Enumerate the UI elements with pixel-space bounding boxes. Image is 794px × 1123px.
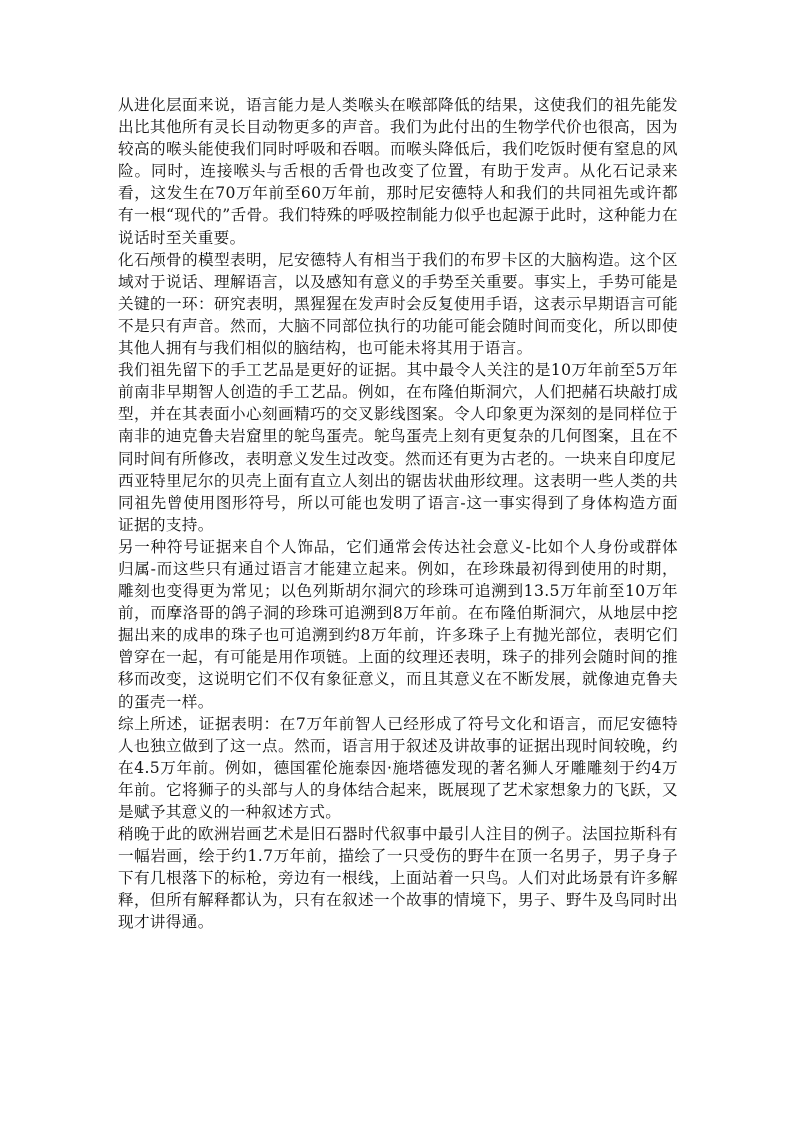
paragraph-cave-art: 稍晚于此的欧洲岩画艺术是旧石器时代叙事中最引人注目的例子。法国拉斯科有一幅岩画，绘于约1.7万年前，描绘了一只受伤的野牛在顶一名男子，男子身子下有几根落下的标枪，旁边有一根线，上面站着一只鸟。人们对此场景有许多解释，但所有解释都认为，只有在叙述一个故事的情境下，男子、野牛及鸟同时出现才讲得通。 bbox=[118, 825, 678, 932]
document-body bbox=[118, 94, 678, 934]
paragraph-trinil-shell: 西亚特里尼尔的贝壳上面有直立人刻出的锯齿状曲形纹理。这表明一些人类的共同祖先曾使用图形符号，所以可能也发明了语言-这一事实得到了身体构造方面证据的支持。 bbox=[118, 471, 678, 534]
paragraph-evolution-larynx: 从进化层面来说，语言能力是人类喉头在喉部降低的结果，这使我们的祖先能发出比其他所有灵长目动物更多的声音。我们为此付出的生物学代价也很高，因为较高的喉头能使我们同时呼吸和吞咽。而喉头降低后，我们吃饭时便有窒息的风险。同时，连接喉头与舌根的舌骨也改变了位置，有助于发声。从化石记录来看，这发生在70万年前至60万年前，那时尼安德特人和我们的共同祖先或许都有一根“现代的”舌骨。我们特殊的呼吸控制能力似乎也起源于此时，这种能力在说话时至关重要。 bbox=[118, 96, 678, 247]
paragraph-broca-area: 化石颅骨的模型表明，尼安德特人有相当于我们的布罗卡区的大脑构造。这个区域对于说话、理解语言，以及感知有意义的手势至关重要。事实上，手势可能是关键的一环：研究表明，黑猩猩在发声时会反复使用手语，这表示早期语言可能不是只有声音。然而，大脑不同部位执行的功能可能会随时间而变化，所以即使其他人拥有与我们相似的脑结构，也可能未将其用于语言。 bbox=[118, 250, 678, 358]
paragraph-personal-ornaments: 另一种符号证据来自个人饰品，它们通常会传达社会意义-比如个人身份或群体归属-而这些只有通过语言才能建立起来。例如，在珍珠最初得到使用的时期，雕刻也变得更为常见；以色列斯胡尔洞穴的珍珠可追溯到13.5万年前至10万年前，而摩洛哥的鸽子洞的珍珠可追溯到8万年前。在布隆伯斯洞穴，从地层中挖掘出来的成串的珠子也可追溯到约8万年前，许多珠子上有抛光部位，表明它们曾穿在一起，有可能是用作项链。上面的纹理还表明，珠子的排列会随时间的推移而改变，这说明它们不仅有象征意义，而且其意义在不断发展，就像迪克鲁夫的蛋壳一样。 bbox=[118, 537, 678, 711]
paragraph-artifacts: 我们祖先留下的手工艺品是更好的证据。其中最令人关注的是10万年前至5万年前南非早期智人创造的手工艺品。例如，在布隆伯斯洞穴，人们把赭石块敲打成型，并在其表面小心刻画精巧的交叉影线图案。令人印象更为深刻的是同样位于南非的迪克鲁夫岩窟里的鸵鸟蛋壳。鸵鸟蛋壳上刻有更复杂的几何图案，且在不同时间有所修改，表明意义发生过改变。然而还有更为古老的。一块来自印度尼 bbox=[118, 361, 678, 468]
paragraph-summary: 综上所述，证据表明：在7万年前智人已经形成了符号文化和语言，而尼安德特人也独立做到了这一点。然而，语言用于叙述及讲故事的证据出现时间较晚，约在4.5万年前。例如，德国霍伦施泰因·施塔德发现的著名狮人牙雕雕刻于约4万年前。它将狮子的头部与人的身体结合起来，既展现了艺术家想象力的飞跃，又是赋予其意义的一种叙述方式。 bbox=[118, 714, 678, 821]
